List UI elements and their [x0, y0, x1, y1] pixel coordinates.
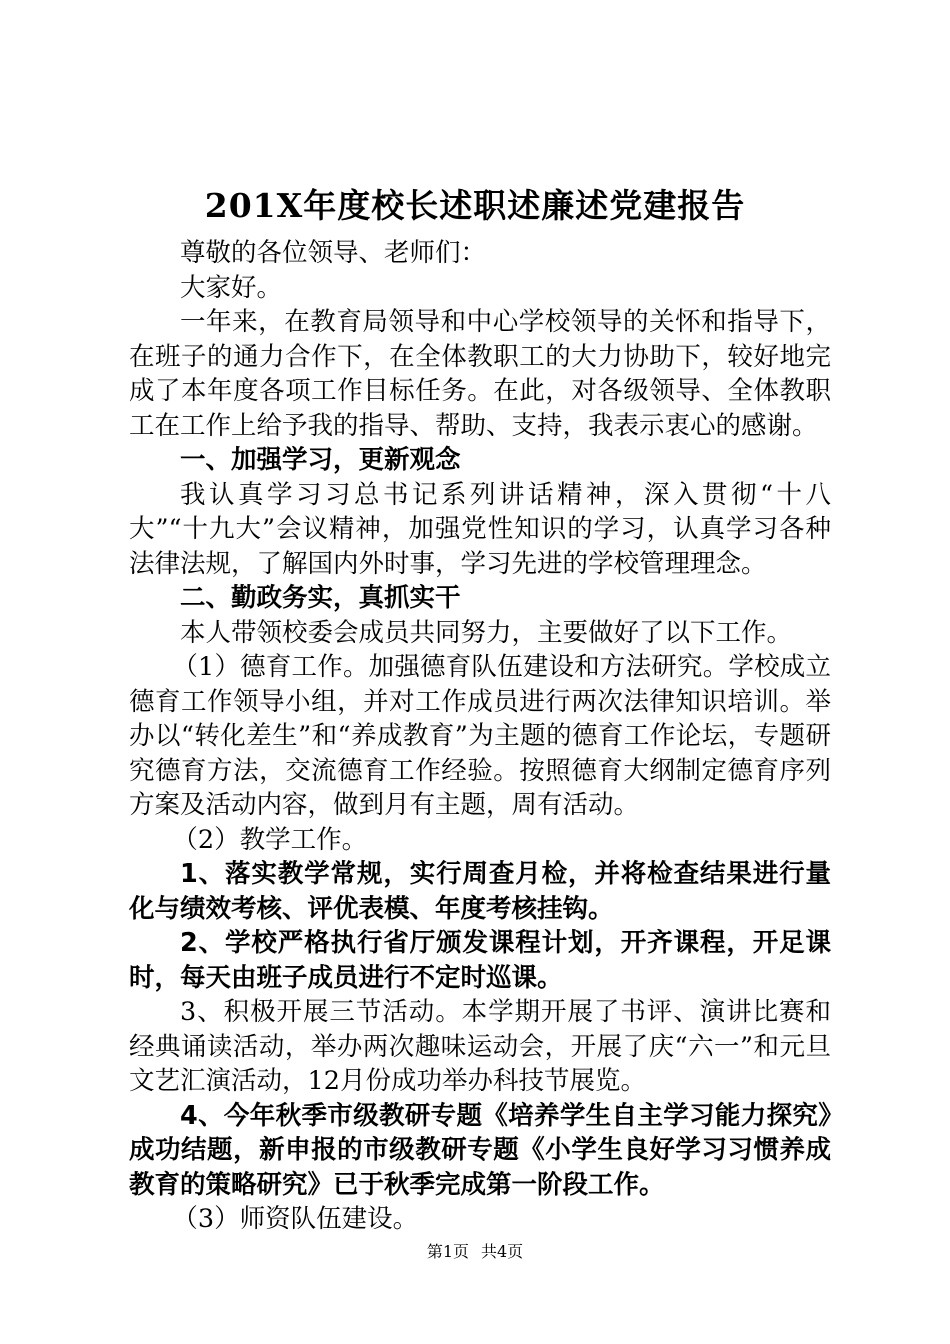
page-total: 共4页: [481, 1242, 524, 1261]
page-number: 第1页: [426, 1242, 469, 1261]
paragraph-staff-heading: （3）师资队伍建设。: [172, 1204, 419, 1234]
section-heading-1: 一、加强学习，更新观念: [180, 445, 461, 475]
paragraph-moral-education: （1）德育工作。加强德育队伍建设和方法研究。学校成立德育工作领导小组，并对工作成员进行两次法律知识培训。举办以“转化差生”和“养成教育”为主题的德育工作论坛，专题研究德育方法，交流德育工作经验。按照德育大纲制定德育序列方案及活动内容，做到月有主题，周有活动。: [129, 652, 831, 820]
paragraph-greeting: 大家好。: [180, 272, 283, 303]
paragraph-teaching-item-3: 3、积极开展三节活动。本学期开展了书评、演讲比赛和经典诵读活动，举办两次趣味运动会，开展了庆“六一”和元旦文艺汇演活动，12月份成功举办科技节展览。: [129, 997, 831, 1096]
paragraph-teaching-item-1: 1、落实教学常规，实行周查月检，并将检查结果进行量化与绩效考核、评优表模、年度考核挂钩。: [129, 859, 831, 924]
paragraph-intro: 一年来，在教育局领导和中心学校领导的关怀和指导下，在班子的通力合作下，在全体教职工的大力协助下，较好地完成了本年度各项工作目标任务。在此，对各级领导、全体教职工在工作上给予我的指导、帮助、支持，我表示衷心的感谢。: [129, 307, 831, 441]
paragraph-salutation: 尊敬的各位领导、老师们：: [180, 238, 487, 268]
section-heading-2: 二、勤政务实，真抓实干: [180, 583, 461, 613]
paragraph-teaching-heading: （2）教学工作。: [172, 824, 368, 855]
paragraph-teaching-item-2: 2、学校严格执行省厅颁发课程计划，开齐课程，开足课时，每天由班子成员进行不定时巡课。: [129, 928, 831, 993]
paragraph-work-intro: 本人带领校委会成员共同努力，主要做好了以下工作。: [180, 617, 793, 648]
document-body: [129, 236, 831, 1237]
page-footer: [0, 1242, 950, 1262]
paragraph-teaching-item-4: 4、今年秋季市级教研专题《培养学生自主学习能力探究》成功结题，新申报的市级教研专题《小学生良好学习习惯养成教育的策略研究》已于秋季完成第一阶段工作。: [129, 1100, 831, 1200]
paragraph-study: 我认真学习习总书记系列讲话精神，深入贯彻“十八大”“十九大”会议精神，加强党性知识的学习，认真学习各种法律法规，了解国内外时事，学习先进的学校管理理念。: [129, 479, 831, 579]
document-title: 201X年度校长述职述廉述党建报告: [204, 186, 746, 225]
